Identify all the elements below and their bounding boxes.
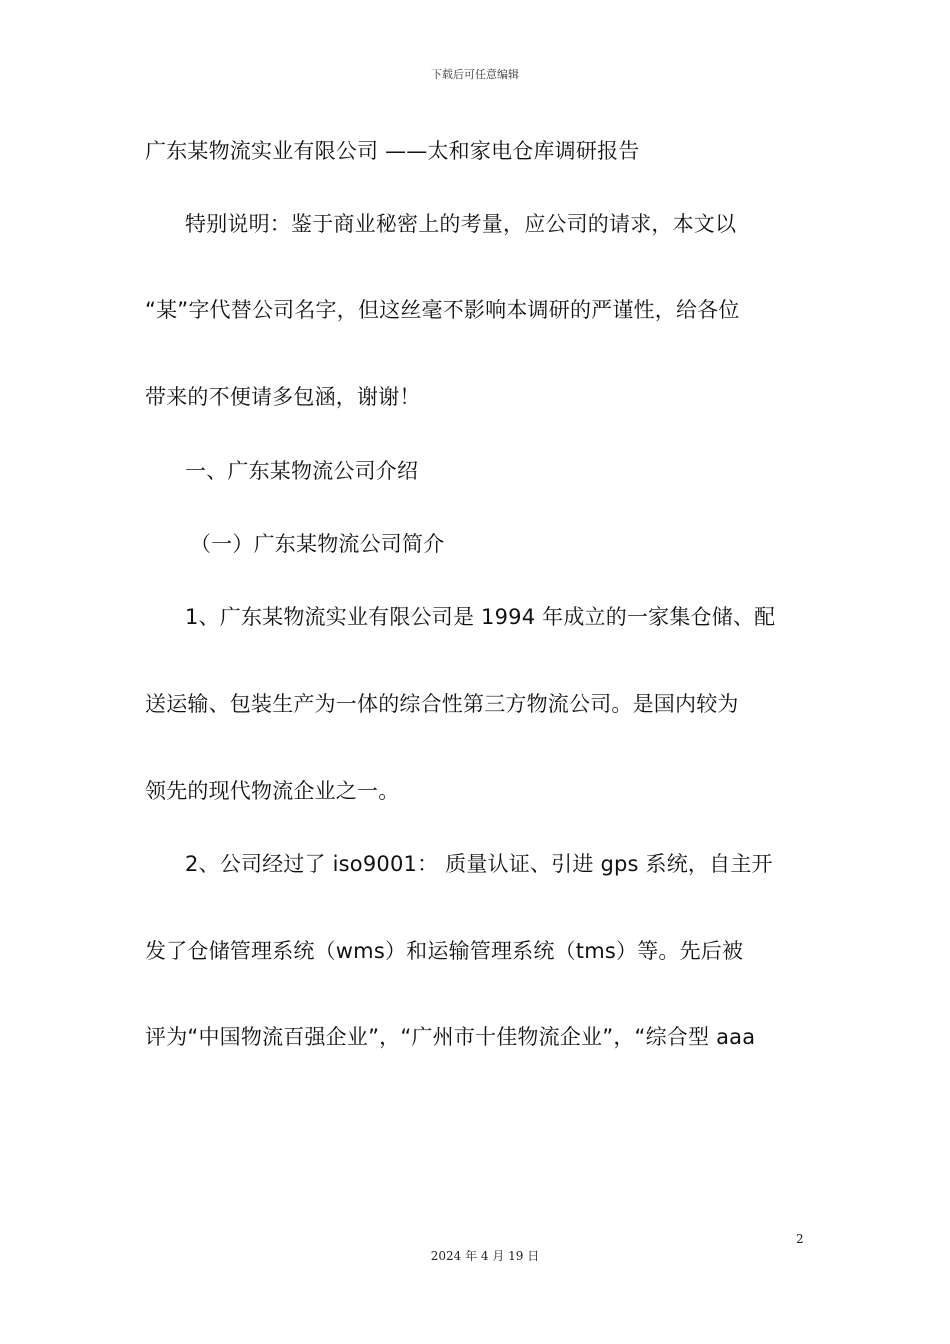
footer-date: 2024 年 4 月 19 日 — [430, 1249, 540, 1263]
document-title: 广东某物流实业有限公司 ——太和家电仓库调研报告 — [145, 139, 640, 163]
paragraph-line: 发了仓储管理系统（wms）和运输管理系统（tms）等。先后被 — [145, 939, 744, 963]
paragraph-line: 评为“中国物流百强企业”，“广州市十佳物流企业”，“综合型 aaa — [145, 1025, 756, 1049]
paragraph-line: 送运输、包装生产为一体的综合性第三方物流公司。是国内较为 — [145, 692, 739, 716]
section-heading: 一、广东某物流公司介绍 — [185, 459, 419, 483]
paragraph-line: “某”字代替公司名字，但这丝毫不影响本调研的严谨性，给各位 — [145, 298, 740, 322]
paragraph-line: 1、广东某物流实业有限公司是 1994 年成立的一家集仓储、配 — [185, 605, 776, 629]
page-number: 2 — [796, 1232, 804, 1246]
subsection-heading: （一）广东某物流公司简介 — [190, 532, 445, 556]
paragraph-line: 2、公司经过了 iso9001： 质量认证、引进 gps 系统，自主开 — [185, 852, 773, 876]
paragraph-line: 带来的不便请多包涵，谢谢！ — [145, 385, 421, 409]
header-note: 下载后可任意编辑 — [431, 68, 519, 81]
paragraph-line: 领先的现代物流企业之一。 — [145, 779, 400, 803]
paragraph-line: 特别说明：鉴于商业秘密上的考量，应公司的请求，本文以 — [185, 212, 737, 236]
